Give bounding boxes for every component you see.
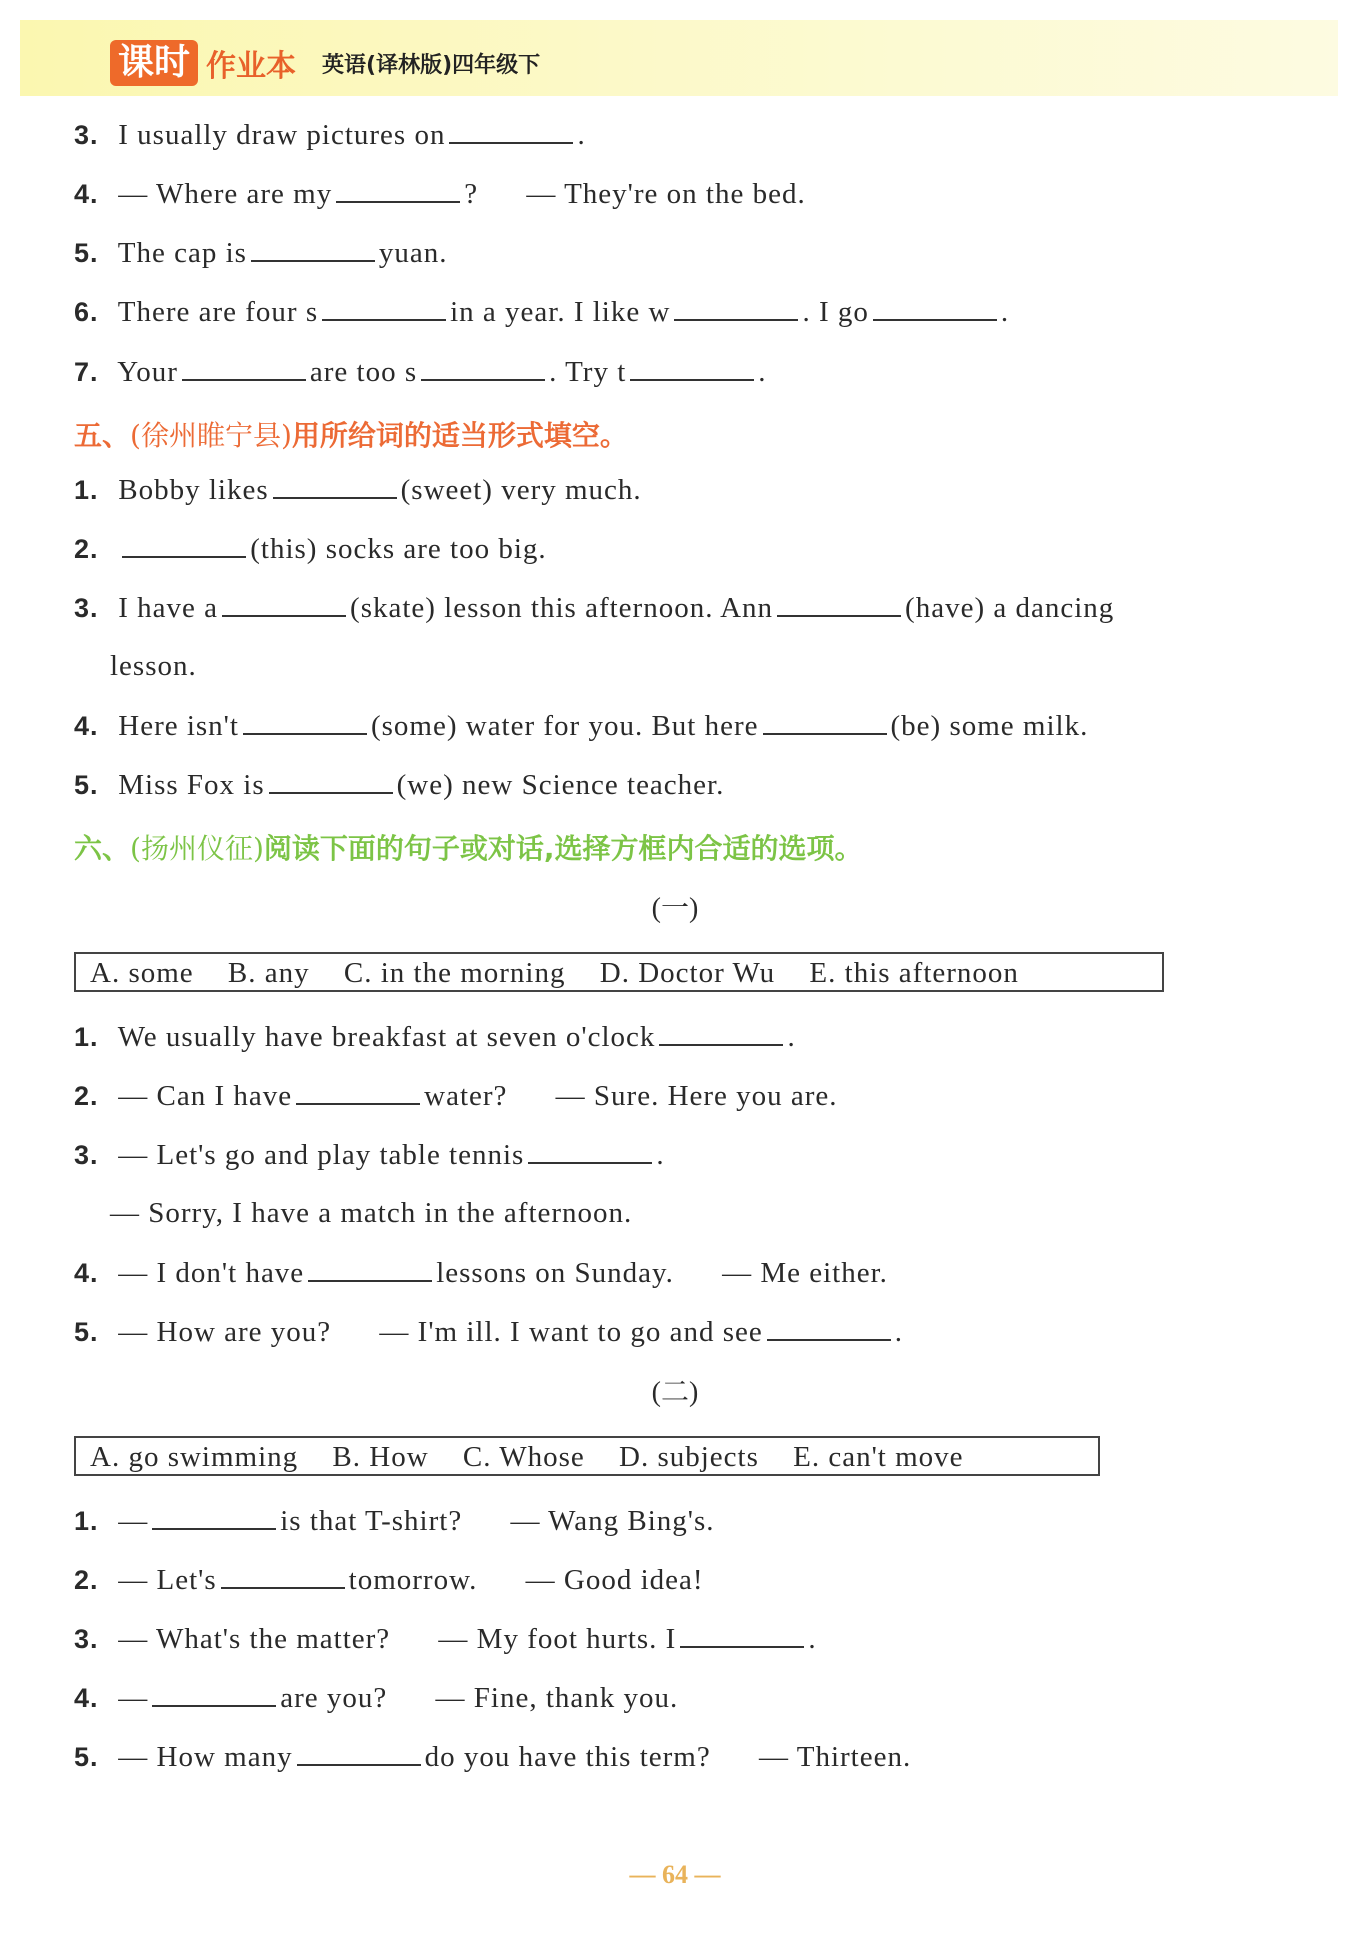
section-title-5: 五、(徐州睢宁县)用所给词的适当形式填空。: [74, 419, 628, 452]
answer-blank[interactable]: [222, 591, 346, 617]
question-line: 3. — What's the matter? — My foot hurts. I .: [74, 1623, 817, 1655]
question-line: 1. We usually have breakfast at seven o'clock .: [74, 1021, 796, 1053]
brand-badge: 课时: [110, 40, 198, 86]
answer-blank[interactable]: [449, 118, 573, 144]
group-label-1: (一): [651, 893, 699, 924]
question-line: 2. (this) socks are too big.: [74, 533, 547, 565]
answer-blank[interactable]: [308, 1256, 432, 1282]
question-line: 5. — How many do you have this term? — Thirteen.: [74, 1741, 912, 1773]
question-line-continued: — Sorry, I have a match in the afternoon.: [110, 1197, 633, 1229]
question-line: 4. — Where are my ? — They're on the bed.: [74, 178, 806, 210]
question-line: 5. — How are you? — I'm ill. I want to go and see .: [74, 1316, 904, 1348]
answer-blank[interactable]: [659, 1020, 783, 1046]
answer-blank[interactable]: [152, 1504, 276, 1530]
question-line: 2. — Let's tomorrow. — Good idea!: [74, 1564, 704, 1596]
answer-blank[interactable]: [152, 1681, 276, 1707]
answer-blank[interactable]: [269, 768, 393, 794]
question-line: 3. I have a (skate) lesson this afternoon. Ann (have) a dancing: [74, 592, 1115, 624]
answer-blank[interactable]: [873, 295, 997, 321]
question-line: 2. — Can I have water? — Sure. Here you are.: [74, 1080, 838, 1112]
answer-blank[interactable]: [297, 1740, 421, 1766]
answer-blank[interactable]: [763, 709, 887, 735]
page-number: — 64 —: [629, 1860, 721, 1889]
answer-blank[interactable]: [630, 355, 754, 381]
question-line: 4. — I don't have lessons on Sunday. — Me either.: [74, 1257, 888, 1289]
answer-blank[interactable]: [528, 1138, 652, 1164]
answer-blank[interactable]: [777, 591, 901, 617]
answer-blank[interactable]: [182, 355, 306, 381]
option-box-2: A. go swimming B. How C. Whose D. subjects E. can't move: [74, 1436, 1100, 1476]
brand: [110, 40, 540, 86]
question-line: 4. Here isn't (some) water for you. But here (be) some milk.: [74, 710, 1089, 742]
question-line: 3. I usually draw pictures on .: [74, 119, 586, 151]
question-line: 4. — are you? — Fine, thank you.: [74, 1682, 679, 1714]
question-line: 7. Your are too s . Try t .: [74, 356, 767, 388]
answer-blank[interactable]: [336, 177, 460, 203]
answer-blank[interactable]: [273, 473, 397, 499]
answer-blank[interactable]: [243, 709, 367, 735]
question-line: 6. There are four s in a year. I like w . I go .: [74, 296, 1010, 328]
answer-blank[interactable]: [296, 1079, 420, 1105]
brand-name: 作业本: [206, 49, 297, 84]
question-line-continued: lesson.: [110, 650, 197, 682]
question-line: 1. — is that T-shirt? — Wang Bing's.: [74, 1505, 715, 1537]
answer-blank[interactable]: [122, 532, 246, 558]
question-line: 3. — Let's go and play table tennis .: [74, 1139, 665, 1171]
answer-blank[interactable]: [680, 1622, 804, 1648]
option-box-1: A. some B. any C. in the morning D. Doctor Wu E. this afternoon: [74, 952, 1164, 992]
answer-blank[interactable]: [674, 295, 798, 321]
book-subtitle: 英语(译林版)四年级下: [322, 52, 541, 78]
answer-blank[interactable]: [421, 355, 545, 381]
section-title-6: 六、(扬州仪征)阅读下面的句子或对话,选择方框内合适的选项。: [74, 832, 863, 865]
group-label-2: (二): [651, 1377, 699, 1408]
answer-blank[interactable]: [221, 1563, 345, 1589]
question-line: 5. The cap is yuan.: [74, 237, 448, 269]
answer-blank[interactable]: [251, 236, 375, 262]
question-line: 1. Bobby likes (sweet) very much.: [74, 474, 642, 506]
answer-blank[interactable]: [767, 1315, 891, 1341]
answer-blank[interactable]: [322, 295, 446, 321]
question-line: 5. Miss Fox is (we) new Science teacher.: [74, 769, 725, 801]
